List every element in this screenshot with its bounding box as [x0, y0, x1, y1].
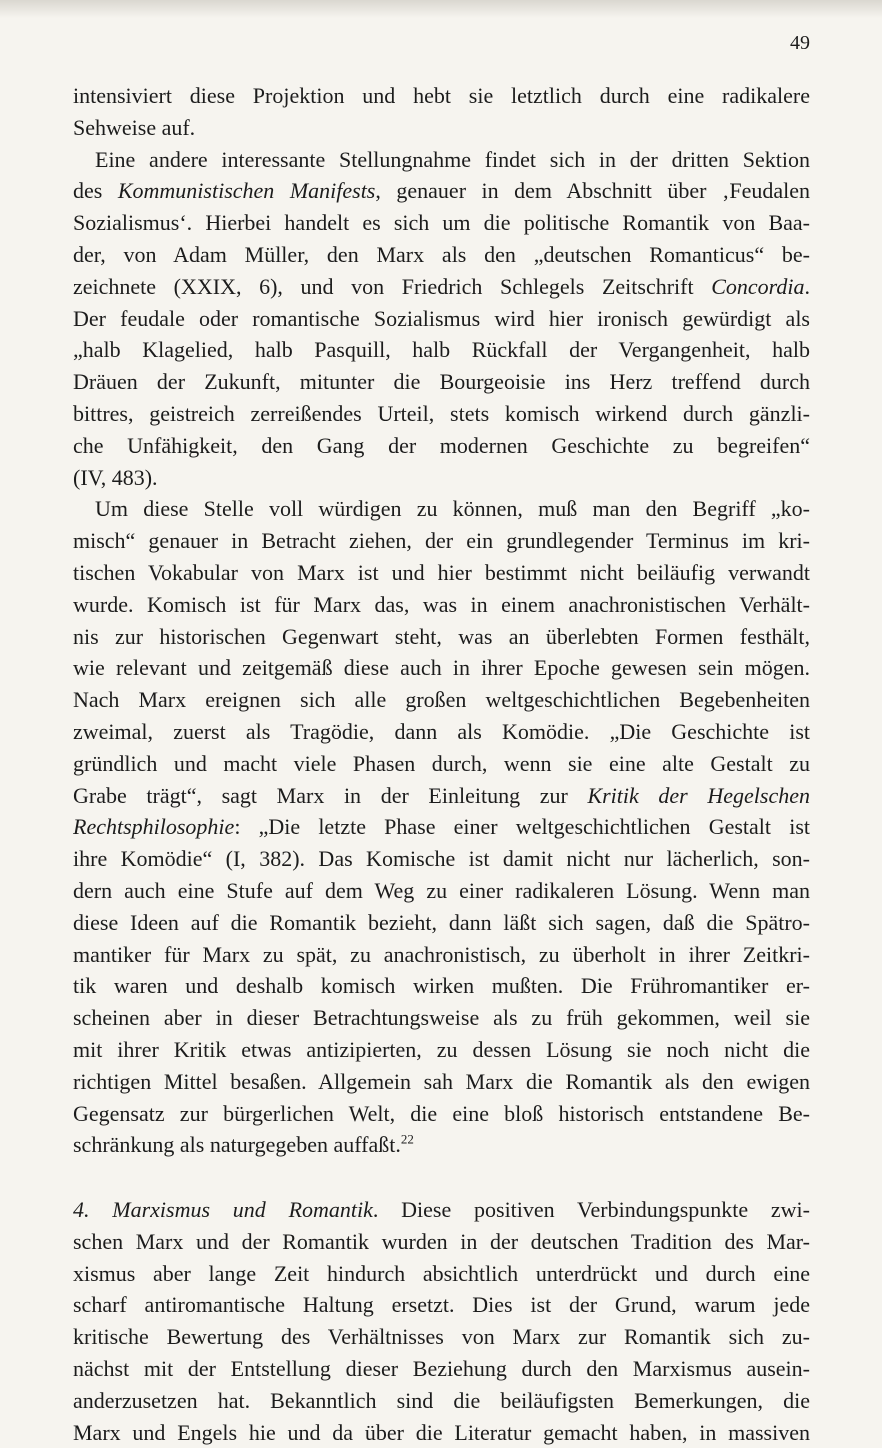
text-segment: des: [73, 178, 118, 204]
text-line: anderzusetzen hat. Bekanntlich sind die beiläufigsten Bemerkungen, die: [73, 1387, 810, 1413]
text-line: [73, 175, 810, 207]
text-line: wie relevant und zeitgemäß diese auch in ihrer Epoche gewesen sein mögen.: [73, 655, 810, 681]
italic-text: Kommunistischen Manifests: [117, 178, 376, 204]
text-line: [73, 780, 810, 812]
text-line: [73, 1194, 810, 1226]
text-line: mantiker für Marx zu spät, zu anachronistisch, zu überholt in ihrer Zeitkri-: [73, 941, 810, 967]
text-line: Um diese Stelle voll würdigen zu können, muß man den Begriff „ko-: [95, 496, 810, 522]
text-line: zweimal, zuerst als Tragödie, dann als Komödie. „Die Geschichte ist: [73, 718, 810, 744]
text-segment: . Diese positiven Verbindungspunkte zwi-: [372, 1197, 810, 1223]
text-line: [73, 271, 810, 303]
text-line: Eine andere interessante Stellungnahme findet sich in der dritten Sektion: [95, 146, 810, 172]
italic-text: Kritik der Hegelschen: [587, 782, 810, 808]
text-line: diese Ideen auf die Romantik bezieht, dann läßt sich sagen, daß die Spätro-: [73, 909, 810, 935]
text-line: Dräuen der Zukunft, mitunter die Bourgeoisie ins Herz treffend durch: [73, 369, 810, 395]
text-line: kritische Bewertung des Verhältnisses von Marx zur Romantik sich zu-: [73, 1324, 810, 1350]
text-line: [73, 811, 810, 843]
text-line: tischen Vokabular von Marx ist und hier bestimmt nicht beiläufig verwandt: [73, 559, 810, 585]
text-segment: : „Die letzte Phase einer weltgeschichtlichen Gestalt ist: [234, 814, 810, 840]
page-top-edge: [0, 0, 882, 18]
text-line: Sozialismus‘. Hierbei handelt es sich um die politische Romantik von Baa-: [73, 210, 810, 236]
text-segment: .: [804, 273, 810, 299]
text-line: nächst mit der Entstellung dieser Beziehung durch den Marxismus ausein-: [73, 1356, 810, 1382]
page-number: 49: [790, 32, 810, 54]
text-line: misch“ genauer in Betracht ziehen, der ein grundlegender Terminus im kri-: [73, 528, 810, 554]
text-line: gründlich und macht viele Phasen durch, wenn sie eine alte Gestalt zu: [73, 750, 810, 776]
text-line: schen Marx und der Romantik wurden in der deutschen Tradition des Mar-: [73, 1228, 810, 1254]
text-line: Gegensatz zur bürgerlichen Welt, die eine bloß historisch entstandene Be-: [73, 1100, 810, 1126]
text-segment: , genauer in dem Abschnitt über ‚Feudalen: [375, 178, 810, 204]
text-line: mit ihrer Kritik etwas antizipierten, zu dessen Lösung sie noch nicht die: [73, 1036, 810, 1062]
text-line: intensiviert diese Projektion und hebt sie letztlich durch eine radikalere: [73, 83, 810, 108]
text-line: (IV, 483).: [73, 464, 158, 490]
text-line: bittres, geistreich zerreißendes Urteil, stets komisch wirkend durch gänzli-: [73, 400, 810, 426]
text-line: che Unfähigkeit, den Gang der modernen Geschichte zu begreifen“: [73, 432, 810, 458]
body-text: [73, 80, 810, 1448]
text-segment: schränkung als naturgegeben auffaßt.: [73, 1132, 401, 1158]
text-line: scheinen aber in dieser Betrachtungsweise als zu früh gekommen, weil sie: [73, 1005, 810, 1031]
text-line: wurde. Komisch ist für Marx das, was in einem anachronistischen Verhält-: [73, 591, 810, 617]
text-line: nis zur historischen Gegenwart steht, was an überlebten Formen festhält,: [73, 623, 810, 649]
text-line: Nach Marx ereignen sich alle großen weltgeschichtlichen Begebenheiten: [73, 687, 810, 713]
section-gap: [73, 1161, 810, 1194]
italic-text: 4. Marxismus und Romantik: [73, 1197, 373, 1223]
text-line: xismus aber lange Zeit hindurch absichtlich unterdrückt und durch eine: [73, 1260, 810, 1286]
text-line: der, von Adam Müller, den Marx als den „deutschen Romanticus“ be-: [73, 241, 810, 267]
text-line: richtigen Mittel besaßen. Allgemein sah Marx die Romantik als den ewigen: [73, 1068, 810, 1094]
italic-text: Concordia: [711, 273, 805, 299]
text-line: tik waren und deshalb komisch wirken mußten. Die Frühromantiker er-: [73, 973, 810, 999]
text-line: dern auch eine Stufe auf dem Weg zu einer radikaleren Lösung. Wenn man: [73, 877, 810, 903]
footnote-marker: 22: [400, 1131, 414, 1147]
text-line: Der feudale oder romantische Sozialismus wird hier ironisch gewürdigt als: [73, 305, 810, 331]
italic-text: Rechtsphilosophie: [73, 814, 235, 840]
text-segment: zeichnete (XXIX, 6), und von Friedrich Schlegels Zeitschrift: [73, 273, 712, 299]
text-line: ihre Komödie“ (I, 382). Das Komische ist damit nicht nur lächerlich, son-: [73, 846, 810, 872]
text-line: Marx und Engels hie und da über die Literatur gemacht haben, in massiven: [73, 1419, 810, 1445]
text-segment: Grabe trägt“, sagt Marx in der Einleitung zur: [73, 782, 588, 808]
text-line: scharf antiromantische Haltung ersetzt. Dies ist der Grund, warum jede: [73, 1292, 810, 1318]
text-line: „halb Klagelied, halb Pasquill, halb Rückfall der Vergangenheit, halb: [73, 337, 810, 363]
text-line: Sehweise auf.: [73, 114, 196, 140]
text-line: [73, 1129, 810, 1161]
